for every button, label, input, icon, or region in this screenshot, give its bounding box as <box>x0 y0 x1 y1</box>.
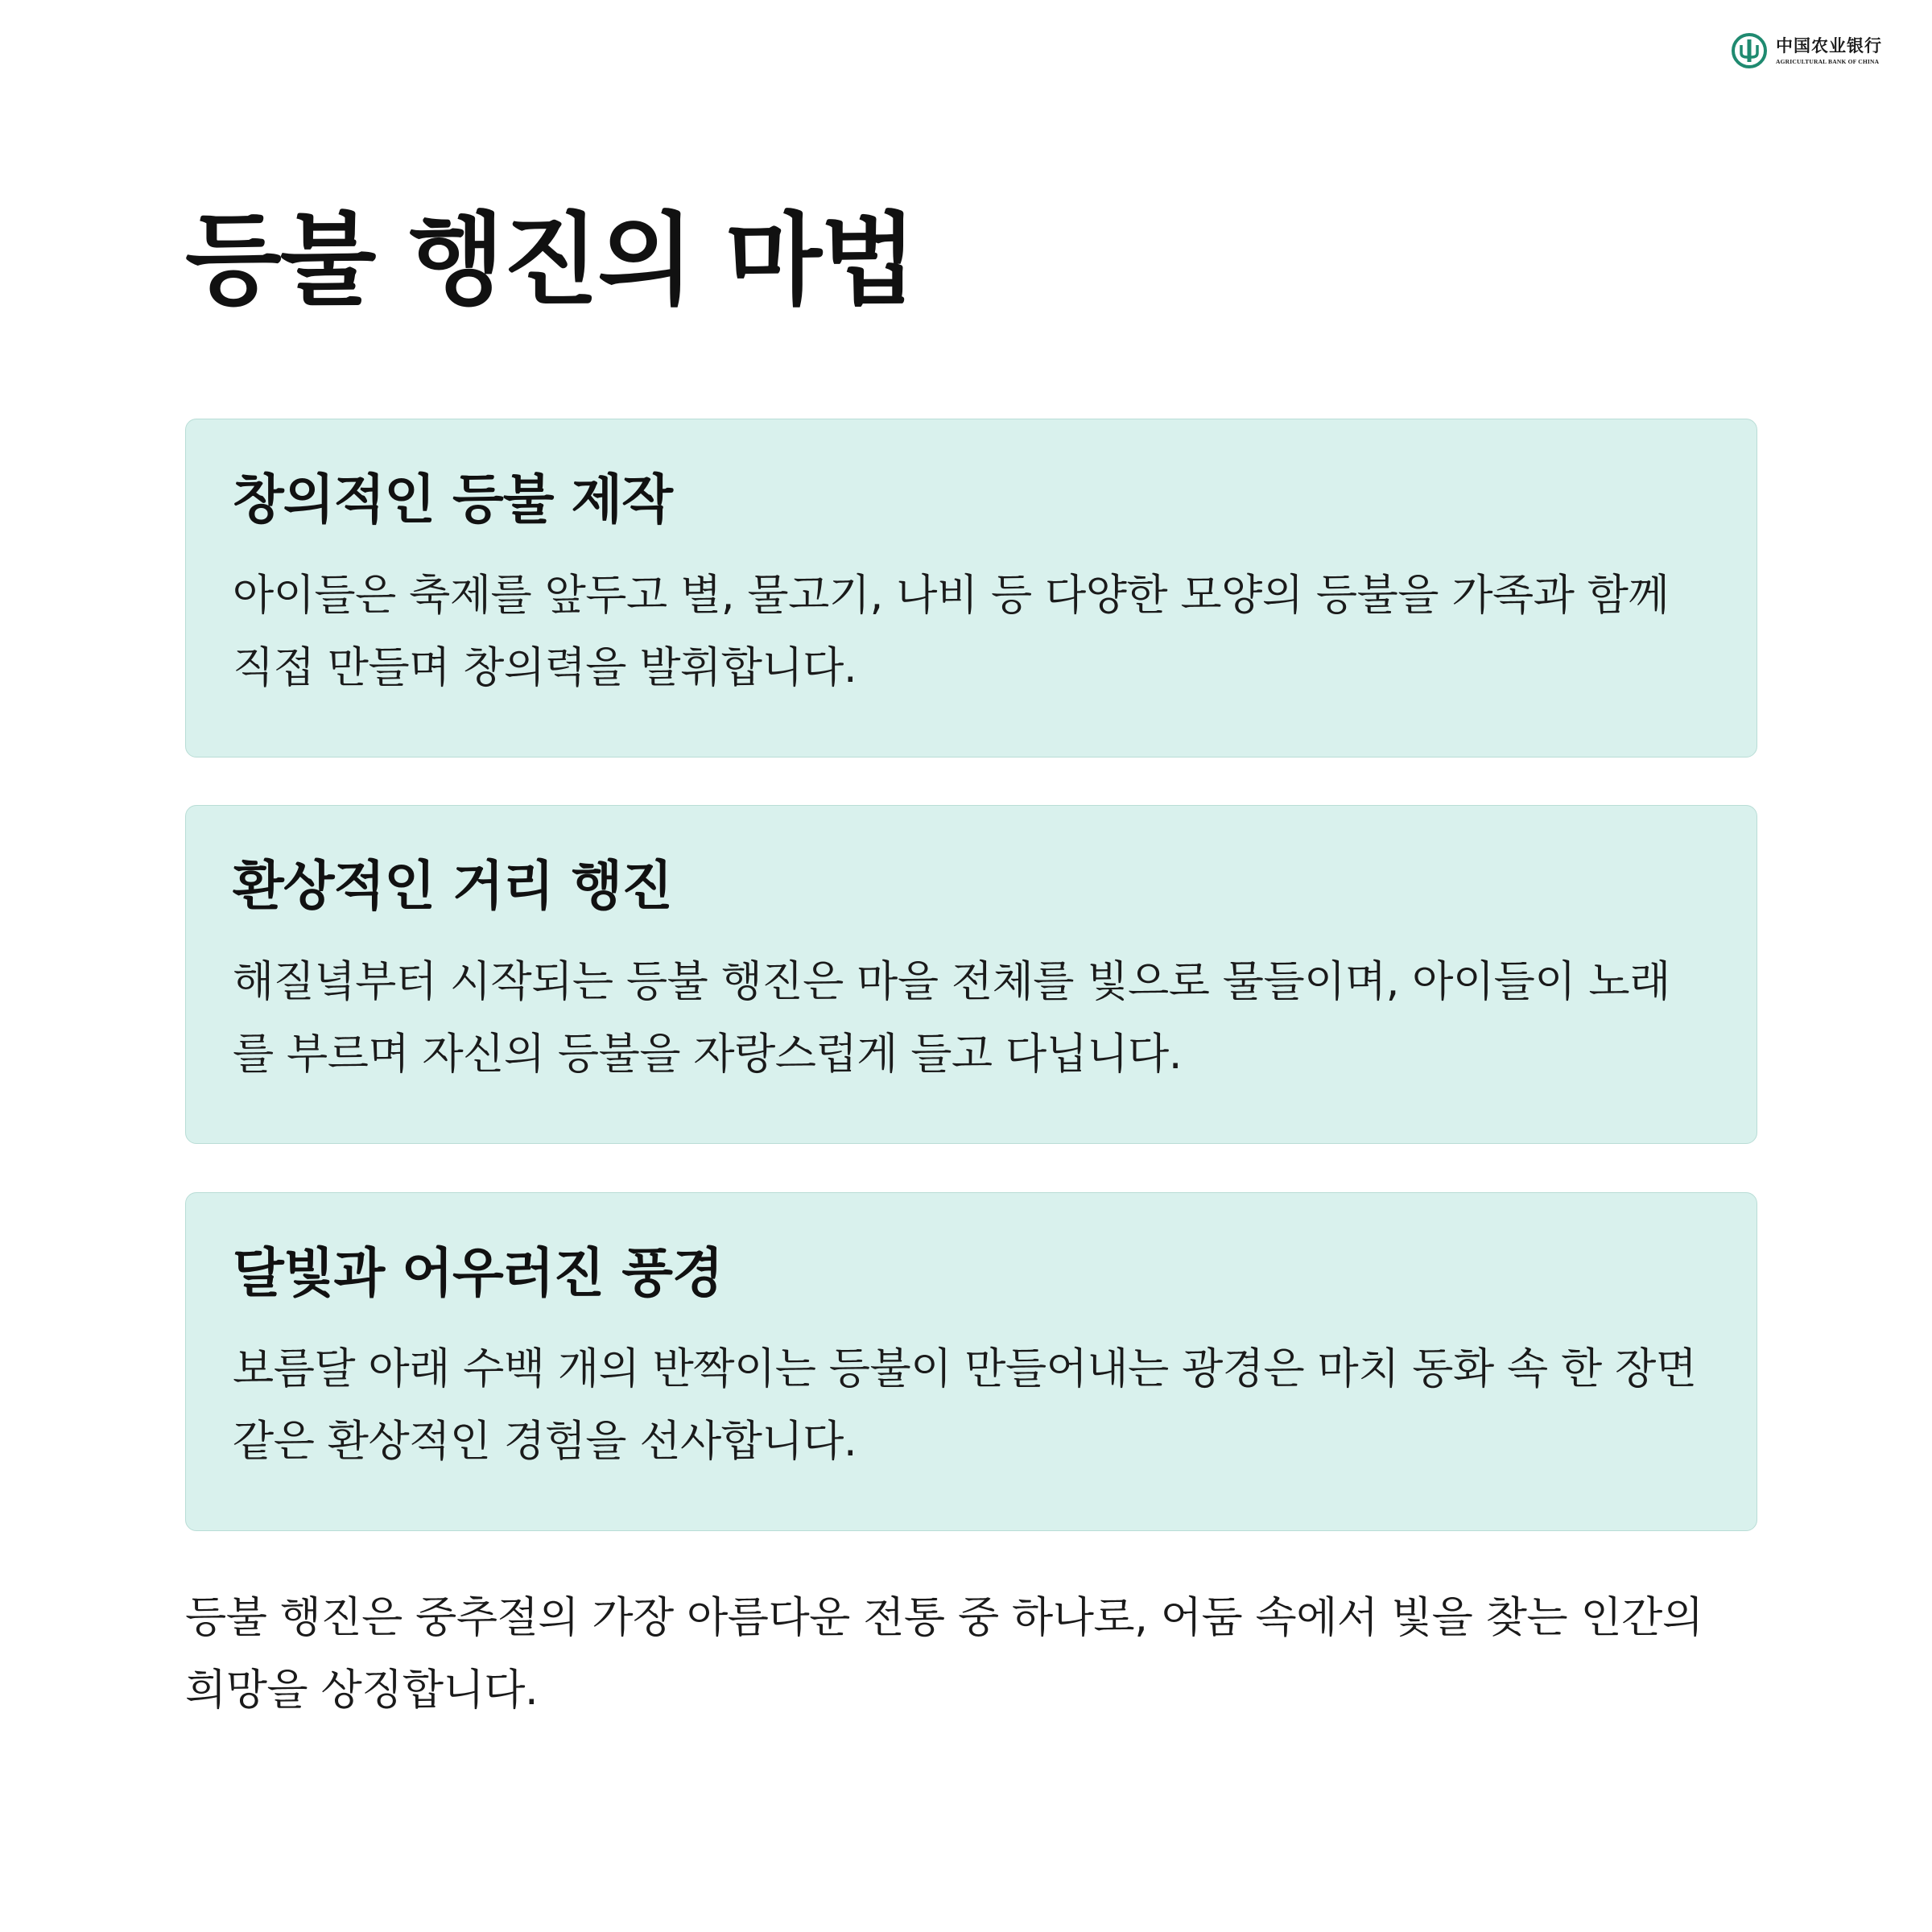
conclusion-text: 등불 행진은 중추절의 가장 아름다운 전통 중 하나로, 어둠 속에서 빛을 찾는 인간의 희망을 상징합니다. <box>185 1593 1703 1715</box>
card-body: 보름달 아래 수백 개의 반짝이는 등불이 만들어내는 광경은 마치 동화 속 한 장면 같은 환상적인 경험을 선사합니다. <box>233 1344 1697 1466</box>
info-card-street-parade <box>185 805 1757 1144</box>
card-heading: 달빛과 어우러진 풍경 <box>233 1242 723 1304</box>
page-title: 등불 행진의 마법 <box>185 203 915 319</box>
info-card-creative-lantern-making <box>185 419 1757 758</box>
card-heading: 환상적인 거리 행진 <box>233 855 673 917</box>
logo-english-name: AGRICULTURAL BANK OF CHINA <box>1776 57 1880 65</box>
info-card-moonlight-scenery <box>185 1192 1757 1531</box>
card-body: 아이들은 축제를 앞두고 별, 물고기, 나비 등 다양한 모양의 등불을 가족과 함께 직접 만들며 창의력을 발휘합니다. <box>233 570 1670 692</box>
bank-logo <box>1731 31 1916 71</box>
logo-wordmark <box>1776 37 1882 65</box>
card-body: 해질녘부터 시작되는 등불 행진은 마을 전체를 빛으로 물들이며, 아이들이 노래를 부르며 자신의 등불을 자랑스럽게 들고 다닙니다. <box>233 956 1670 1079</box>
abc-bank-emblem-icon <box>1731 32 1768 69</box>
logo-chinese-name: 中国农业银行 <box>1776 35 1882 56</box>
card-heading: 창의적인 등불 제작 <box>233 469 673 530</box>
